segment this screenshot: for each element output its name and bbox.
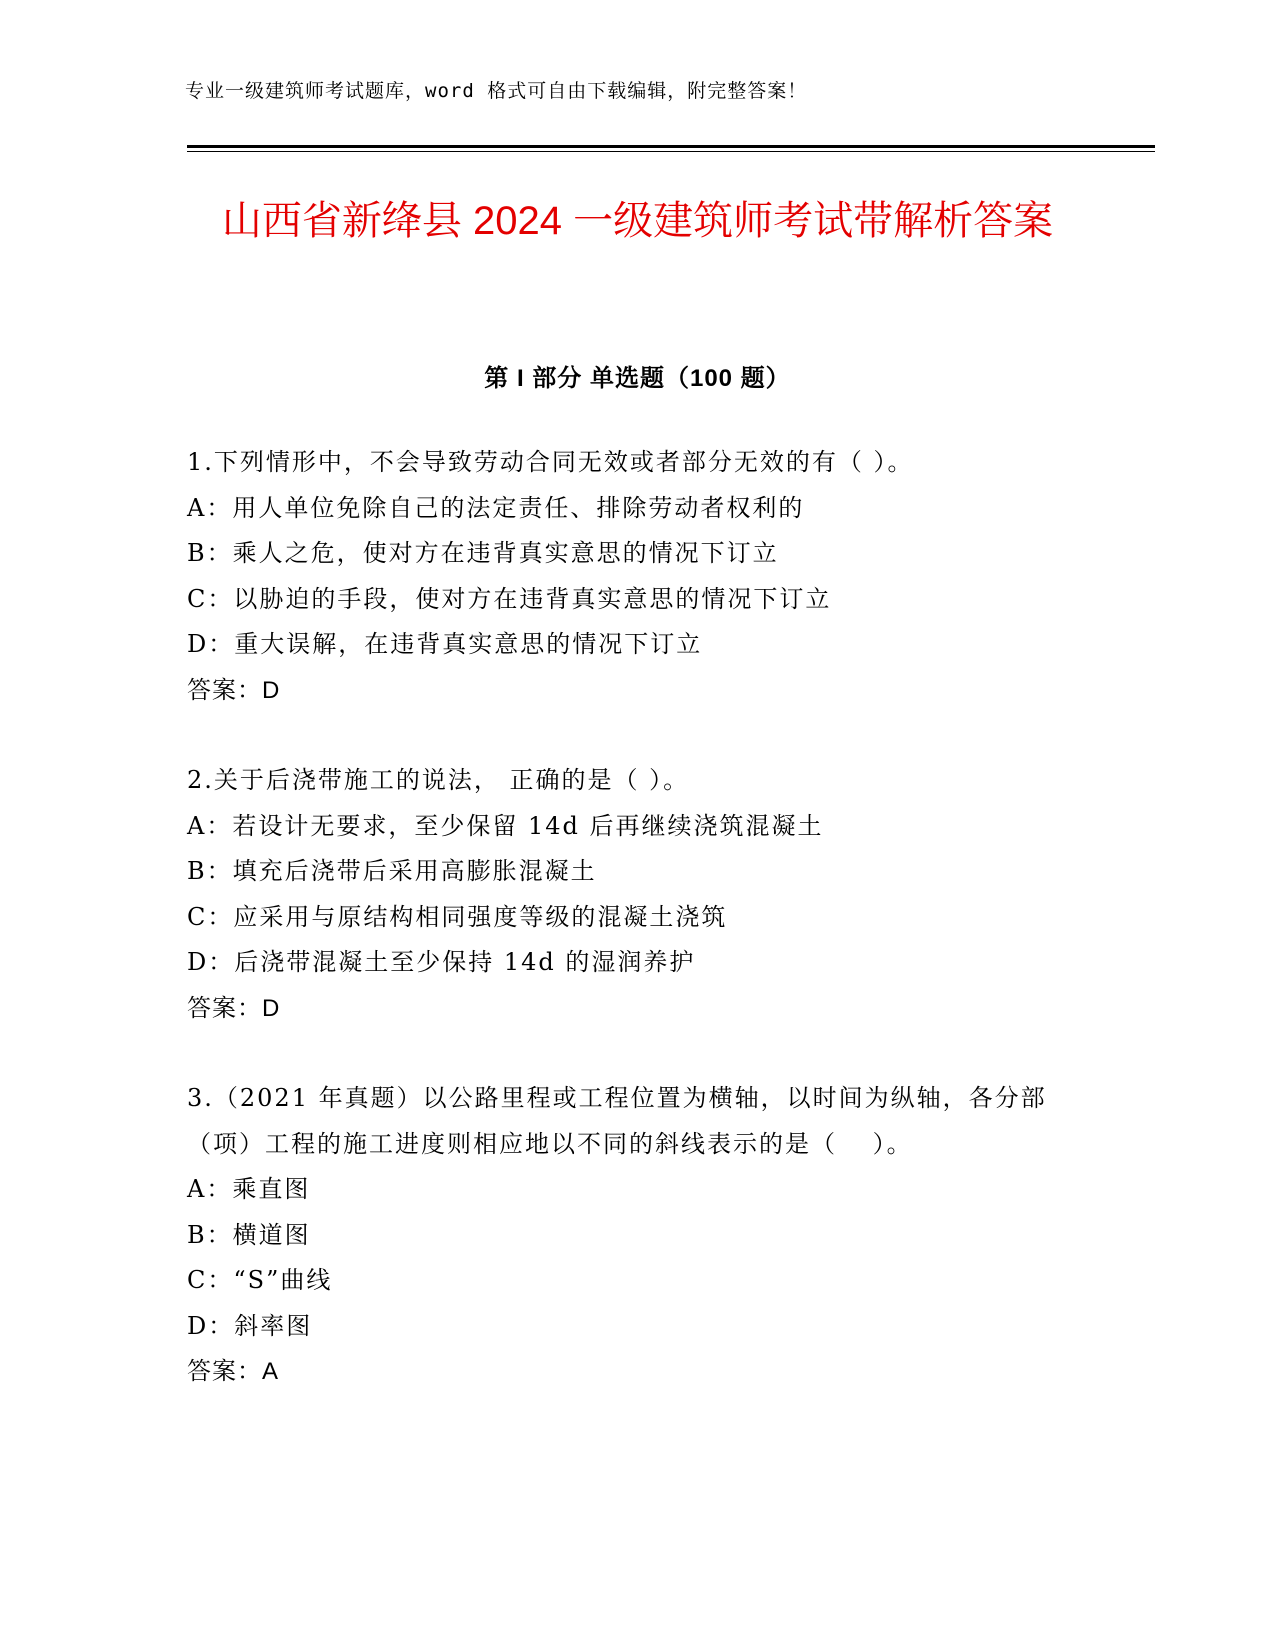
question-stem: 3.（2021 年真题）以公路里程或工程位置为横轴，以时间为纵轴，各分部（项）工程的施工进度则相应地以不同的斜线表示的是（ ）。	[187, 1084, 1047, 1158]
answer: 答案：D	[187, 676, 281, 704]
question-3	[187, 1076, 1087, 1395]
option-d: D：重大误解，在违背真实意思的情况下订立	[187, 630, 703, 658]
answer: 答案：D	[187, 994, 281, 1022]
option-b: B：填充后浇带后采用高膨胀混凝土	[187, 857, 597, 885]
question-stem: 2.关于后浇带施工的说法， 正确的是（ ）。	[187, 766, 690, 794]
option-b: B：乘人之危，使对方在违背真实意思的情况下订立	[187, 539, 779, 567]
document-title: 山西省新绛县 2024 一级建筑师考试带解析答案	[221, 199, 1054, 243]
option-a: A：用人单位免除自己的法定责任、排除劳动者权利的	[187, 493, 805, 522]
question-2	[187, 758, 1087, 1031]
option-c: C：应采用与原结构相同强度等级的混凝土浇筑	[187, 902, 728, 931]
option-a: A：乘直图	[187, 1175, 311, 1203]
option-c: C：“S”曲线	[187, 1266, 333, 1294]
header-rule-thick	[187, 145, 1155, 148]
option-c: C：以胁迫的手段，使对方在违背真实意思的情况下订立	[187, 584, 832, 613]
question-1	[187, 440, 1087, 713]
option-d: D：斜率图	[187, 1311, 313, 1340]
option-a: A：若设计无要求，至少保留 14d 后再继续浇筑混凝土	[187, 811, 824, 840]
header-note: 专业一级建筑师考试题库，word 格式可自由下载编辑，附完整答案！	[185, 80, 808, 102]
option-d: D：后浇带混凝土至少保持 14d 的湿润养护	[187, 948, 696, 976]
question-list	[187, 440, 1087, 1440]
question-stem: 1.下列情形中，不会导致劳动合同无效或者部分无效的有（ ）。	[187, 448, 914, 476]
answer: 答案：A	[187, 1358, 280, 1385]
section-heading: 第 I 部分 单选题（100 题）	[484, 365, 791, 392]
header-rule-thin	[187, 151, 1155, 152]
option-b: B：横道图	[187, 1220, 311, 1249]
